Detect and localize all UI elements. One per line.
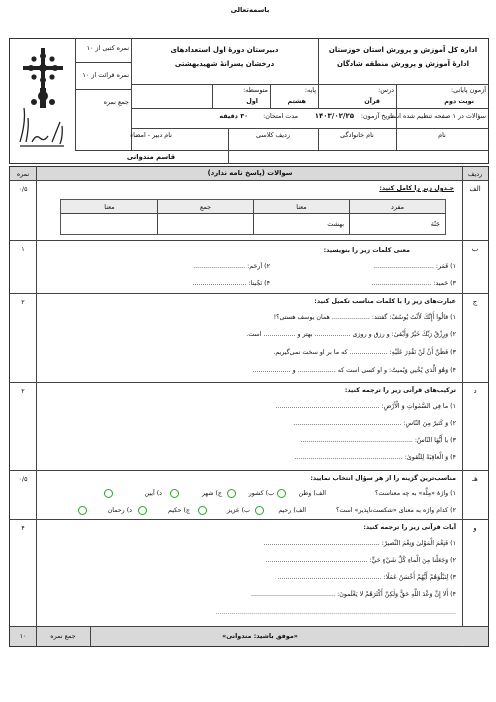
score-total-label: جمع نمره	[103, 98, 129, 106]
table-cell-meaning: بهشت	[327, 220, 344, 228]
exam-value: نوبت دوم	[444, 97, 474, 105]
q2-option-c-circle[interactable]	[138, 506, 147, 515]
family-label: نام خانوادگی	[340, 131, 374, 139]
section-b-item-4: ۴) نَجّینا: ...........................	[192, 280, 270, 287]
grade-value: هشتم	[287, 97, 306, 105]
q2-option-d-circle[interactable]	[78, 506, 87, 515]
section-f-item-1: ۱) فَنِعْمَ الْمَوْلىٰ وَنِعْمَ النَّصيرُ: ..........................................................	[263, 540, 456, 547]
q1-option-d-circle[interactable]	[104, 489, 113, 498]
section-d-item-2: ۲) وَ كَثيرٌ مِنَ النّاسِ: ......................................................	[293, 420, 456, 427]
section-a-score: ۰/۵	[18, 185, 28, 193]
school-line1: دبیرستان دورهٔ اول استعدادهای	[170, 46, 279, 54]
school-line2: درخشان پسرانهٔ شهیدبهشتی	[174, 60, 275, 68]
section-c-letter: ج	[472, 298, 478, 306]
q1-option-a[interactable]: الف) وطن	[298, 490, 326, 497]
section-c-item-3: ۳) فَظَنَّ أَنْ لَنْ نَقْدِرَ عَلَيْهِ: ................... که ما بر او سخت نمی‌گیریم.	[273, 349, 456, 356]
q1-option-c-circle[interactable]	[170, 489, 179, 498]
section-b-item-3: ۳) حَمید: ..............................	[371, 280, 456, 287]
section-f-item-2: ۲) وَجَعَلْنا مِنَ الْماءِ كُلَّ شَيْءٍ حَيٍّ: ...................................................	[265, 557, 456, 564]
table-cell-singular: جَنّة	[430, 220, 440, 228]
section-e-letter: هـ	[472, 475, 478, 483]
exam-label: آزمون پایانی:	[450, 86, 486, 94]
section-b-item-2: ۲) اَرحَم: ..........................	[193, 263, 270, 270]
section-f-item-4: ۴) أَلا إِنَّ وَعْدَ اللَّهِ حَقٌّ وَلٰكِنَّ أَكْثَرَهُمْ لا يَعْلَمونَ: ..........................................	[251, 591, 456, 598]
section-b-score: ۱	[21, 245, 25, 253]
duration-label: مدت امتحان:	[263, 112, 298, 120]
q1-option-c[interactable]: ج) شهر	[201, 490, 222, 497]
section-d-item-4: ۴) وَ الْعاقِبَةُ لِلتَّقوىٰ: ......................................................	[294, 454, 456, 461]
section-d-instruction: ترکیب‌های قرآنی زیر را ترجمه کنید:	[344, 387, 456, 394]
section-f-instruction: آیات قرآنی زیر را ترجمه کنید:	[363, 524, 456, 531]
section-a-table	[60, 199, 446, 235]
teacher-label: نام دبیر - امضاء	[130, 131, 172, 139]
q2-option-a[interactable]: الف) رحیم	[278, 507, 306, 514]
section-d-score: ۲	[21, 387, 25, 395]
date-label: تاریخ آزمون:	[360, 112, 394, 120]
section-e-q1: ۱) واژهٔ «مِلَّة» به چه معناست؟	[375, 490, 456, 497]
section-c-instruction: عبارت‌های زیر را با کلمات مناسب تکمیل کنید:	[314, 298, 456, 305]
level-value: اول	[246, 97, 258, 105]
q1-option-b[interactable]: ب) کشور	[248, 490, 274, 497]
section-c-score: ۲	[21, 298, 25, 306]
teacher-value: قاسم مندوانی	[126, 153, 176, 161]
q2-option-c[interactable]: ج) حکیم	[168, 507, 190, 514]
section-c-item-4: ۴) وَهُوَ الَّذي يُحْيي وَيُميتُ: و او کسی است که ................... و ...................	[252, 367, 456, 374]
org-line2: ادارهٔ آموزش و پرورش منطقه شادگان	[337, 60, 469, 68]
duration-value: ۳۰ دقیقه	[219, 112, 248, 120]
section-f-score: ۴	[21, 524, 25, 532]
table-title: سوالات (پاسخ نامه ندارد)	[207, 169, 293, 177]
section-f-answer-line: ........................................................................................................................	[215, 609, 456, 616]
section-e-q2: ۲) کدام واژه به معنای «شکست‌ناپذیر» است؟	[336, 507, 456, 514]
section-f-letter: و	[473, 524, 477, 532]
date-value: ۱۴۰۳/۰۲/۲۵	[314, 112, 354, 120]
table-col-meaning-1: معنا	[296, 203, 307, 211]
section-a-instruction: جـدول زیر را کامل کنید:	[379, 185, 454, 192]
subject-label: درس:	[378, 86, 394, 94]
section-f-item-3: ۳) لِنَبْلُوَهُمْ أَيُّهُمْ أَحْسَنُ عَمَلًا: ....................................................	[277, 574, 456, 581]
org-line1: اداره کل آموزش و پرورش استان خوزستان	[328, 46, 478, 54]
school-logo	[12, 42, 72, 152]
top-title: باسمه‌تعالی	[230, 6, 270, 14]
questions-info: سؤالات در ۱ صفحه تنظیم شده است	[387, 112, 486, 120]
section-d-letter: د	[473, 387, 477, 395]
q1-option-a-circle[interactable]	[277, 489, 286, 498]
q2-option-a-circle[interactable]	[255, 506, 264, 515]
q1-option-d[interactable]: د) آیین	[144, 490, 162, 497]
q2-option-b-circle[interactable]	[198, 506, 207, 515]
score-header: نمره	[16, 170, 30, 178]
subject-value: قرآن	[364, 97, 380, 105]
grade-label: پایه:	[304, 86, 316, 94]
q1-option-b-circle[interactable]	[227, 489, 236, 498]
row-header: ردیف	[467, 170, 483, 178]
class-label: ردیف کلاسی	[256, 131, 290, 139]
table-col-plural: جمع	[199, 203, 212, 211]
section-d-item-1: ۱) ما فِي السَّمٰواتِ وَ الْأَرْضِ: ....................................................	[275, 403, 456, 410]
section-b-letter: ب	[471, 245, 479, 253]
footer-total-label: جمع نمره	[50, 632, 76, 640]
section-b-item-1: ۱) قَمَر: ..............................	[373, 263, 456, 270]
table-col-singular: مفرد	[390, 203, 405, 211]
q2-option-d[interactable]: د) رحمان	[107, 507, 132, 514]
section-c-item-1: ۱) قالُوا أَإِنَّكَ لَأَنْتَ يُوسُفُ: گفتند: ................... همان یوسف هستی؟!	[273, 314, 456, 321]
section-e-score: ۰/۵	[18, 475, 28, 483]
score-oral-label: نمره قرائت از ۱۰	[82, 71, 129, 79]
section-e-instruction: مناسب‌ترین گزینه را از هر سؤال انتخاب نمایید:	[310, 475, 456, 482]
level-label: متوسطه:	[243, 86, 268, 94]
name-label: نام	[438, 131, 446, 139]
section-d-item-3: ۳) يا أَيُّهَا النّاسُ: ........................................................	[300, 437, 456, 444]
section-b-instruction: معنی کلمات زیر را بنویسید:	[323, 247, 410, 254]
score-written-label: نمره کتبی از ۱۰	[86, 44, 129, 52]
footer-total-value: ۱۰	[19, 632, 27, 640]
footer-wish: «موفق باشید: مندوانی»	[222, 632, 298, 640]
q2-option-b[interactable]: ب) عزیز	[227, 507, 250, 514]
table-col-meaning-2: معنا	[104, 203, 115, 211]
section-a-letter: الف	[469, 185, 481, 193]
section-c-item-2: ۲) وَرِزْقُ رَبِّكَ خَيْرٌ وَأَبْقىٰ: و رزق و روزی .................. بهتر و ................ است.	[246, 331, 456, 338]
